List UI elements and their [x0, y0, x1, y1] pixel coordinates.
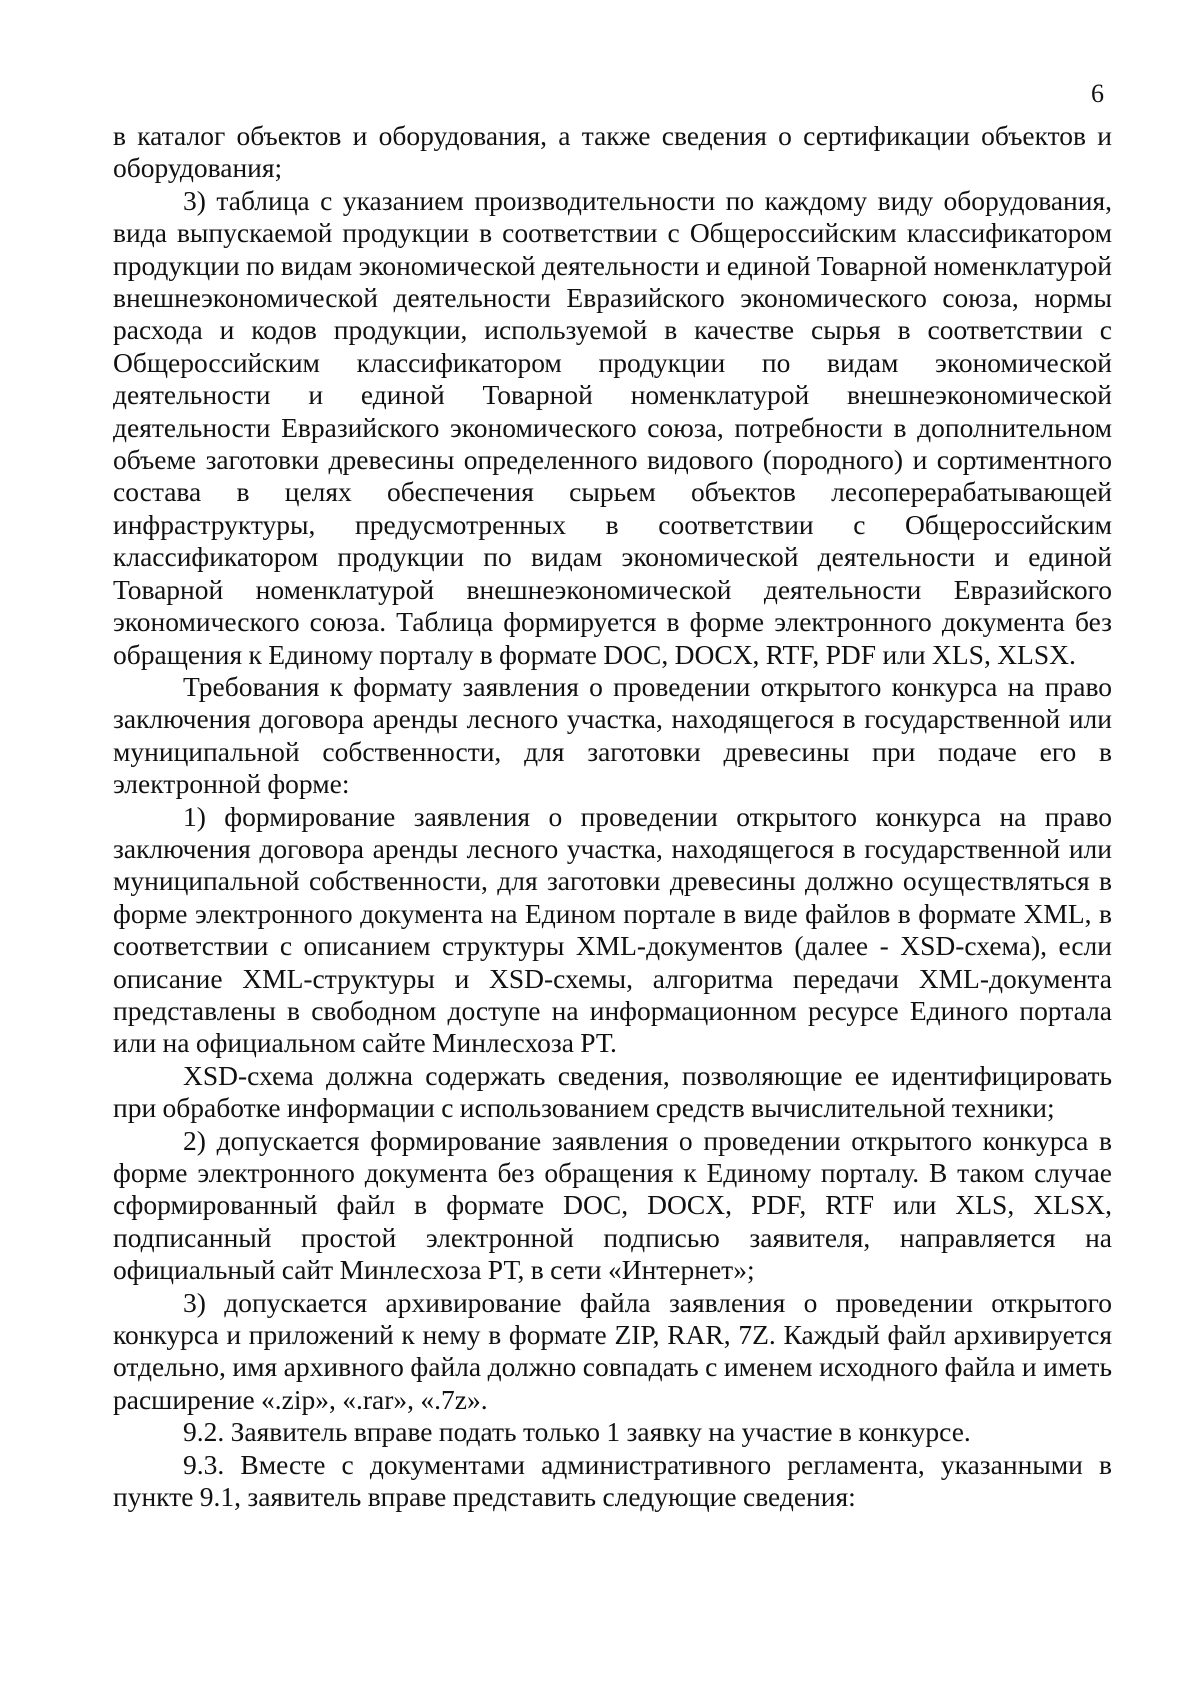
paragraph: 1) формирование заявления о проведении открытого конкурса на право заключения договора аренды лесного участка, находящегося в государственной или муниципальной собственности, для заготовки древесины должно осуществляться в форме электронного документа на Едином портале в виде файлов в формате XML, в соответствии с описанием структуры XML-документов (далее - XSD-схема), если описание XML-структуры и XSD-схемы, алгоритма передачи XML-документа представлены в свободном доступе на информационном ресурсе Единого портала или на официальном сайте Минлесхоза РТ.	[113, 800, 1112, 1059]
paragraph: Требования к формату заявления о проведении открытого конкурса на право заключения договора аренды лесного участка, находящегося в государственной или муниципальной собственности, для заготовки древесины при подаче его в электронной форме:	[113, 670, 1112, 800]
paragraph: XSD-схема должна содержать сведения, позволяющие ее идентифицировать при обработке информации с использованием средств вычислительной техники;	[113, 1059, 1112, 1124]
document-body	[113, 120, 1112, 1513]
paragraph: 2) допускается формирование заявления о проведении открытого конкурса в форме электронного документа без обращения к Единому порталу. В таком случае сформированный файл в формате DOC, DOCX, PDF, RTF или XLS, XLSX, подписанный простой электронной подписью заявителя, направляется на официальный сайт Минлесхоза РТ, в сети «Интернет»;	[113, 1124, 1112, 1286]
paragraph: 3) таблица с указанием производительности по каждому виду оборудования, вида выпускаемой продукции в соответствии с Общероссийским классификатором продукции по видам экономической деятельности и единой Товарной номенклатурой внешнеэкономической деятельности Евразийского экономического союза, нормы расхода и кодов продукции, используемой в качестве сырья в соответствии с Общероссийским классификатором продукции по видам экономической деятельности и единой Товарной номенклатурой внешнеэкономической деятельности Евразийского экономического союза, потребности в дополнительном объеме заготовки древесины определенного видового (породного) и сортиментного состава в целях обеспечения сырьем объектов лесоперерабатывающей инфраструктуры, предусмотренных в соответствии с Общероссийским классификатором продукции по видам экономической деятельности и единой Товарной номенклатурой внешнеэкономической деятельности Евразийского экономического союза. Таблица формируется в форме электронного документа без обращения к Единому порталу в формате DOC, DOCX, RTF, PDF или XLS, XLSX.	[113, 184, 1112, 670]
paragraph: 3) допускается архивирование файла заявления о проведении открытого конкурса и приложений к нему в формате ZIP, RAR, 7Z. Каждый файл архивируется отдельно, имя архивного файла должно совпадать с именем исходного файла и иметь расширение «.zip», «.rar», «.7z».	[113, 1286, 1112, 1415]
paragraph: 9.2. Заявитель вправе подать только 1 заявку на участие в конкурсе.	[183, 1416, 971, 1448]
paragraph: в каталог объектов и оборудования, а также сведения о сертификации объектов и оборудования;	[113, 120, 1112, 184]
paragraph: 9.3. Вместе с документами административного регламента, указанными в пункте 9.1, заявитель вправе представить следующие сведения:	[113, 1448, 1112, 1513]
page-number: 6	[1091, 79, 1104, 108]
